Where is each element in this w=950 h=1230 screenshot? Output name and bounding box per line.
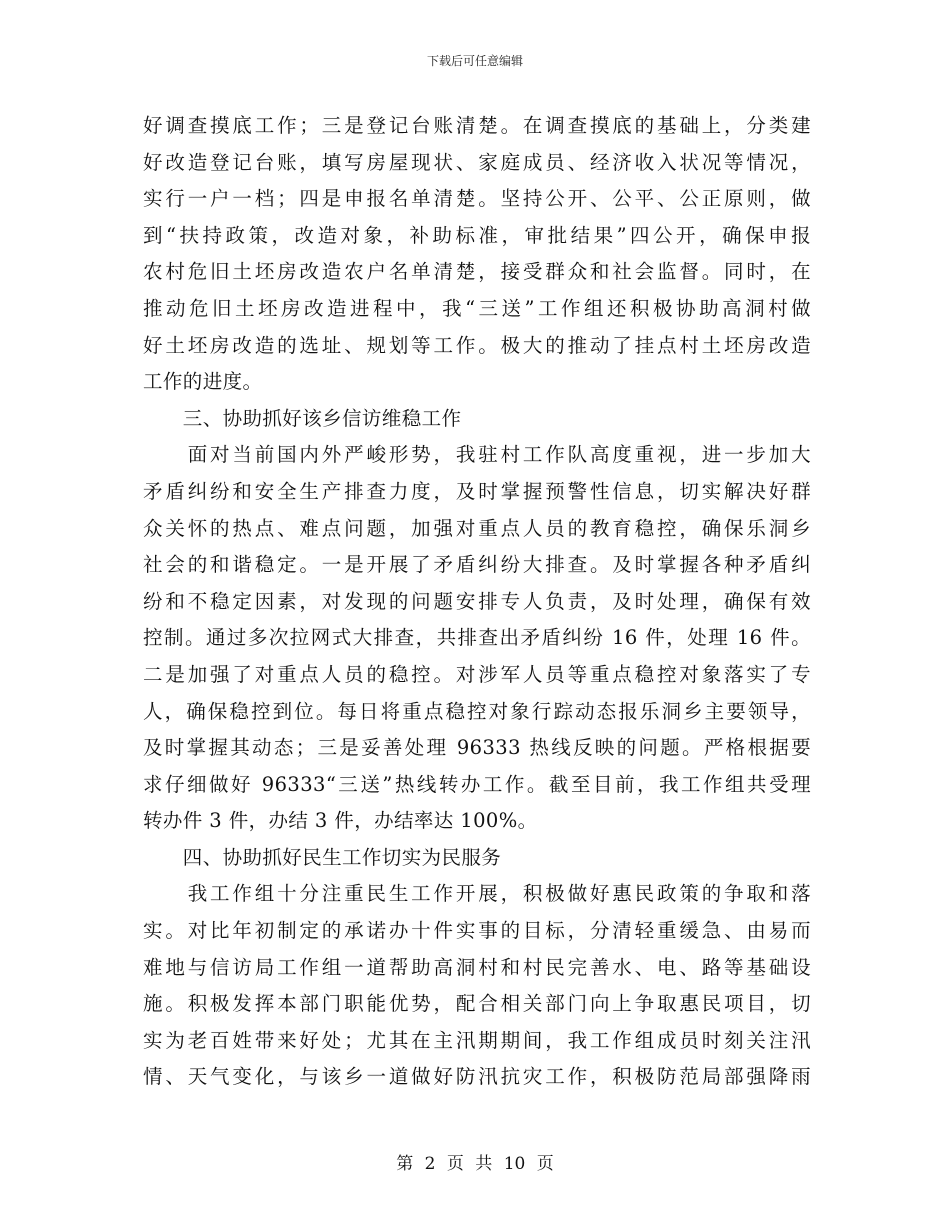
body-text-line: 转办件 3 件，办结 3 件，办结率达 100%。	[143, 809, 538, 833]
body-text-line: 实为老百姓带来好处；尤其在主汛期期间，我工作组成员时刻关注汛	[143, 1028, 811, 1052]
body-text-line: 控制。通过多次拉网式大排查，共排查出矛盾纠纷 16 件，处理 16 件。	[143, 626, 811, 650]
body-text-line: 矛盾纠纷和安全生产排查力度，及时掌握预警性信息，切实解决好群	[143, 479, 811, 503]
body-text-line: 好调查摸底工作；三是登记台账清楚。在调查摸底的基础上，分类建	[143, 114, 811, 137]
body-text-line: 二是加强了对重点人员的稳控。对涉军人员等重点稳控对象落实了专	[143, 662, 811, 686]
body-text-line: 好土坯房改造的选址、规划等工作。极大的推动了挂点村土坯房改造	[143, 333, 811, 357]
body-text-line: 工作的进度。	[143, 370, 263, 394]
document-body	[143, 108, 811, 1096]
body-text-line: 好改造登记台账，填写房屋现状、家庭成员、经济收入状况等情况，	[143, 150, 811, 174]
body-text-line: 难地与信访局工作组一道帮助高洞村和村民完善水、电、路等基础设	[143, 955, 811, 979]
body-text-line: 实。对比年初制定的承诺办十件实事的目标，分清轻重缓急、由易而	[143, 919, 811, 943]
body-text-line: 情、天气变化，与该乡一道做好防汛抗灾工作，积极防范局部强降雨	[143, 1065, 811, 1089]
body-text-line: 三、协助抓好该乡信访维稳工作	[143, 406, 462, 430]
body-text-line: 人，确保稳控到位。每日将重点稳控对象行踪动态报乐洞乡主要领导，	[143, 699, 811, 723]
body-text-line: 众关怀的热点、难点问题，加强对重点人员的教育稳控，确保乐洞乡	[143, 516, 811, 540]
body-text-line: 纷和不稳定因素，对发现的问题安排专人负责，及时处理，确保有效	[143, 589, 811, 613]
body-text-line: 面对当前国内外严峻形势，我驻村工作队高度重视，进一步加大	[143, 443, 811, 467]
body-text-line: 我工作组十分注重民生工作开展，积极做好惠民政策的争取和落	[143, 882, 811, 906]
body-text-line: 农村危旧土坯房改造农户名单清楚，接受群众和社会监督。同时，在	[143, 260, 811, 284]
body-text-line: 求仔细做好 96333“三送”热线转办工作。截至目前，我工作组共受理	[143, 772, 811, 796]
body-text-line: 推动危旧土坯房改造进程中，我“三送”工作组还积极协助高洞村做	[143, 296, 811, 320]
body-text-line: 到“扶持政策，改造对象，补助标准，审批结果”四公开，确保申报	[143, 223, 811, 247]
page-number-footer: 第 2 页 共 10 页	[396, 1154, 554, 1174]
body-text-line: 及时掌握其动态；三是妥善处理 96333 热线反映的问题。严格根据要	[143, 736, 811, 760]
body-text-line: 施。积极发挥本部门职能优势，配合相关部门向上争取惠民项目，切	[143, 992, 811, 1016]
body-text-line: 实行一户一档；四是申报名单清楚。坚持公开、公平、公正原则，做	[143, 187, 811, 211]
page-header: 下载后可任意编辑	[426, 54, 523, 68]
body-text-line: 四、协助抓好民生工作切实为民服务	[143, 845, 502, 869]
body-text-line: 社会的和谐稳定。一是开展了矛盾纠纷大排查。及时掌握各种矛盾纠	[143, 553, 811, 577]
